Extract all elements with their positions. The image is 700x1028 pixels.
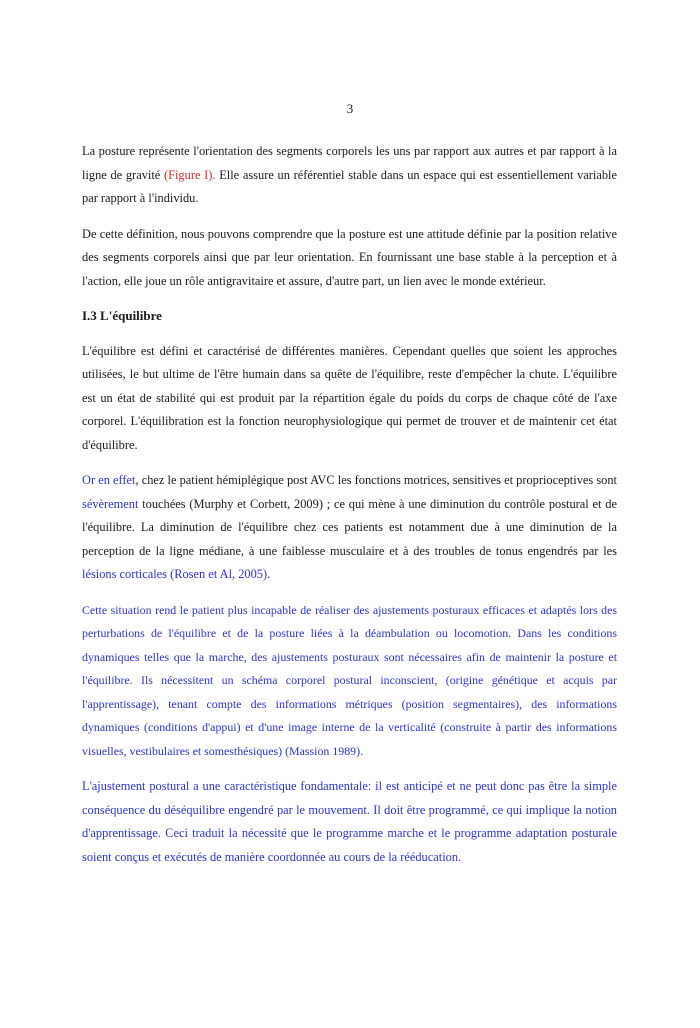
paragraph-postural-adjustments: Cette situation rend le patient plus incapable de réaliser des ajustements posturaux efficaces et adaptés lors des perturbations de l'équilibre et de la posture liées à la déambulation ou locomotion. Dans les conditions dynamiques telles que la marche, des ajustements posturaux sont nécessaires afin de maintenir la posture et l'équilibre. Ils nécessitent un schéma corporel postural inconscient, (origine génétique et acquis par l'apprentissage), tenant compte des informations métriques (position segmentaires), des informations dynamiques (conditions d'appui) et d'une image interne de la verticalité (construite à partir des informations visuelles, vestibulaires et somesthésiques) (Massion 1989). xyxy=(82,602,617,758)
paragraph-anticipation: L'ajustement postural a une caractéristique fondamentale: il est anticipé et ne peut donc pas être la simple conséquence du déséquilibre engendré par le mouvement. Il doit être programmé, ce qui implique la notion d'apprentissage. Ceci traduit la nécessité que le programme marche et le programme adaptation posturale soient conçus et exécutés de manière coordonnée au cours de la rééducation. xyxy=(82,779,617,864)
section-heading: I.3 L'équilibre xyxy=(82,308,162,323)
paragraph-text: . xyxy=(267,567,271,581)
paragraph-text: Elle assure un référentiel stable dans un espace qui est essentiellement variable par rapport à l'individu. xyxy=(82,167,617,205)
page-body xyxy=(82,140,617,869)
paragraph-posture-definition xyxy=(82,140,617,211)
highlighted-text: sévèrement xyxy=(82,496,139,511)
paragraph-hemiplegic-patient xyxy=(82,469,617,587)
figure-reference: (Figure I). xyxy=(163,167,216,182)
highlighted-text: Or en effet xyxy=(82,473,136,487)
paragraph-text: La posture représente l'orientation des segments corporels les uns par rapport aux autres et par rapport à la ligne de gravité xyxy=(82,144,617,182)
paragraph-equilibrium-definition: L'équilibre est défini et caractérisé de différentes manières. Cependant quelles que soient les approches utilisées, le but ultime de l'être humain dans sa quête de l'équilibre, reste d'empêcher la chute. L'équilibre est un état de stabilité qui est produit par la répartition égale du poids du corps de chaque côté de l'axe corporel. L'équilibration est la fonction neurophysiologique qui permet de trouver et de maintenir cet état d'équilibre. xyxy=(82,343,617,452)
paragraph-text: , chez le patient hémiplégique post AVC les fonctions motrices, sensitives et proprioceptives sont xyxy=(135,473,617,487)
paragraph-posture-role: De cette définition, nous pouvons comprendre que la posture est une attitude définie par la position relative des segments corporels ainsi que par leur orientation. En fournissant une base stable à la perception et à l'action, elle joue un rôle antigravitaire et assure, d'autre part, un lien avec le monde extérieur. xyxy=(82,226,617,288)
highlighted-citation: lésions corticales (Rosen et Al, 2005) xyxy=(82,567,268,581)
paragraph-text: touchées (Murphy et Corbett, 2009) ; ce qui mène à une diminution du contrôle postural et de l'équilibre. La diminution de l'équilibre chez ces patients est notamment due à une diminution de la perception de la ligne médiane, à une faiblesse musculaire et à des troubles de tonus engendrés par les xyxy=(82,496,617,558)
page-number: 3 xyxy=(346,101,354,116)
